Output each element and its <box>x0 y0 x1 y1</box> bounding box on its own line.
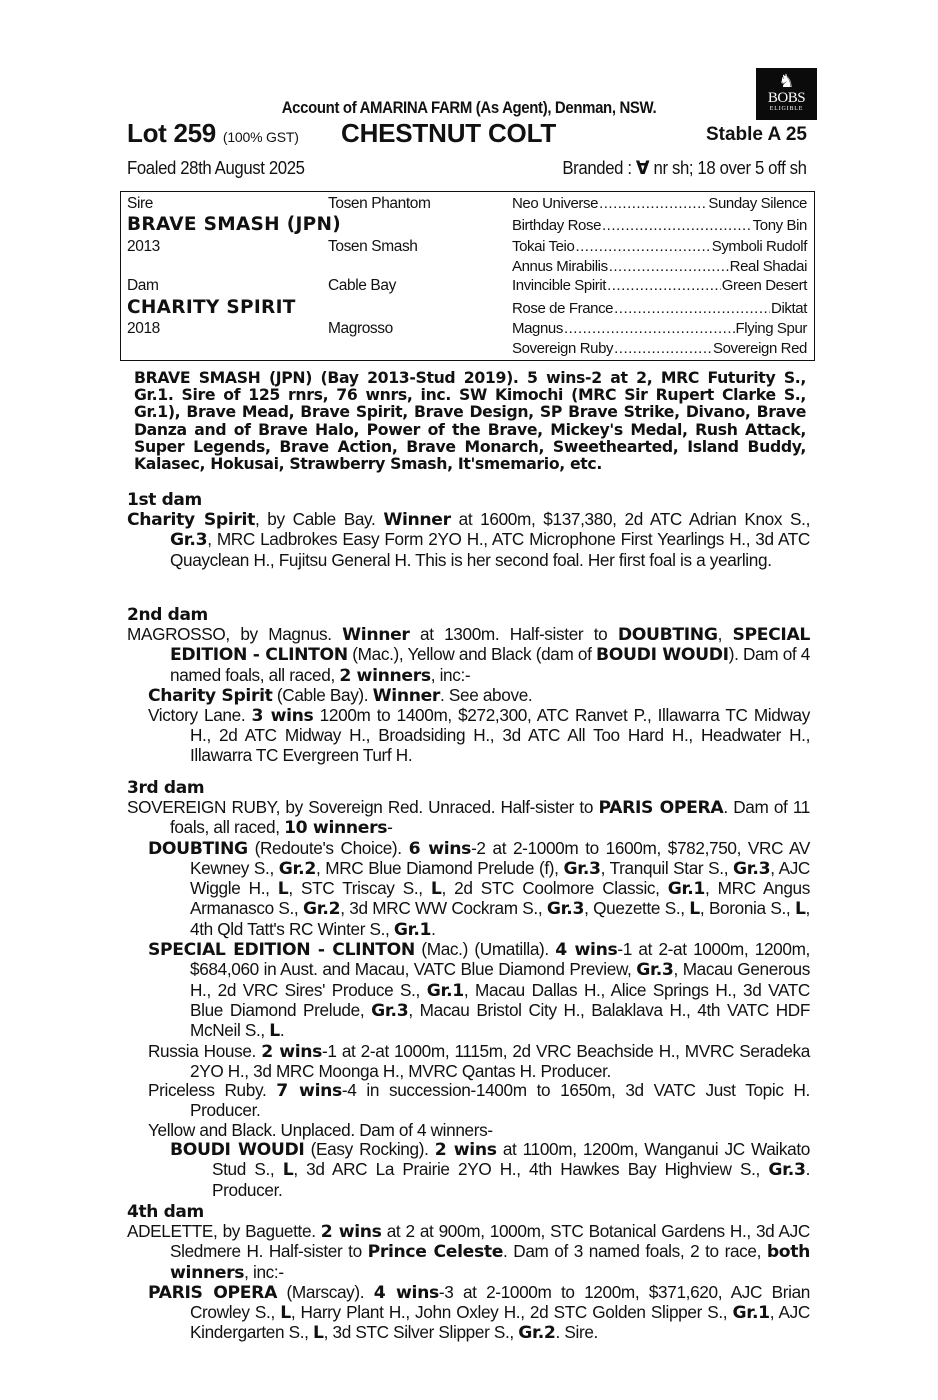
gen3-right: Symboli Rudolf <box>711 238 807 255</box>
gen3-left: Magnus <box>512 320 563 337</box>
logo-subtext: ELIGIBLE <box>769 106 804 112</box>
emphasis-text: 4 wins <box>373 1282 439 1303</box>
gen3-row <box>512 340 807 357</box>
gen3-right: Flying Spur <box>735 320 807 337</box>
dam-paragraph: Charity Spirit, by Cable Bay. Winner at 1600m, $137,380, 2d ATC Adrian Knox S., Gr.3, MRC Ladbrokes Easy Form 2YO H., ATC Microphone First Yearlings H., 3d ATC Quayclean H., Fujitsu General H. This is her second foal. Her first foal is a yearling. <box>127 509 811 570</box>
branded-detail: nr sh; 18 over 5 off sh <box>653 158 807 178</box>
gen3-right: Green Desert <box>721 277 807 294</box>
emphasis-text: Gr.1 <box>667 879 706 900</box>
emphasis-text: L <box>430 879 442 900</box>
emphasis-text: Charity Spirit <box>127 510 255 530</box>
emphasis-text: Gr.1 <box>426 980 464 1001</box>
lot-label: Lot 259 <box>127 118 216 148</box>
dam-paragraph: SOVEREIGN RUBY, by Sovereign Red. Unraced. Half-sister to PARIS OPERA. Dam of 11 foals, all raced, 10 winners- <box>127 797 810 839</box>
dam-year: 2018 <box>127 320 160 337</box>
emphasis-text: L <box>313 1323 324 1344</box>
gen3-row <box>512 300 807 317</box>
progeny-entry: Victory Lane. 3 wins 1200m to 1400m, $272,300, ATC Ranvet P., Illawarra TC Midway H., 2d ATC Midway H., Broadsiding H., 3d ATC All Too Hard H., Headwater H., Illawarra TC Evergreen Turf H. <box>148 705 810 765</box>
emphasis-text: DOUBTING <box>617 625 718 645</box>
section-heading: 1st dam <box>127 490 202 510</box>
gen3-left: Annus Mirabilis <box>512 258 608 275</box>
branded-label: Branded : <box>562 158 633 178</box>
emphasis-text: Gr.2 <box>302 899 341 920</box>
emphasis-text: Gr.3 <box>733 858 771 879</box>
gst-note: (100% GST) <box>222 129 299 145</box>
section-heading: 2nd dam <box>127 605 208 625</box>
gen3-right: Diktat <box>771 300 807 317</box>
sire-year: 2013 <box>127 238 160 255</box>
dam-paragraph: ADELETTE, by Baguette. 2 wins at 2 at 900m, 1000m, STC Botanical Gardens H., 3d AJC Sledmere H. Half-sister to Prince Celeste. Dam of 3 named foals, 2 to race, both winners, inc:- <box>127 1221 810 1283</box>
brand-info <box>563 157 807 180</box>
emphasis-text: L <box>269 1021 280 1042</box>
emphasis-text: BOUDI WOUDI <box>596 645 729 666</box>
section-4th-dam <box>127 1202 810 1344</box>
emphasis-text: 2 wins <box>261 1041 323 1062</box>
sire-summary: BRAVE SMASH (JPN) (Bay 2013-Stud 2019). 5 wins-2 at 2, MRC Futurity S., Gr.1. Sire of 125 rnrs, 76 wnrs, inc. SW Kimochi (MRC Sir Rupert Clarke S., Gr.1), Brave Mead, Brave Spirit, Brave Design, SP Brave Strike, Divano, Brave Danza and of Brave Halo, Power of the Brave, Mickey's Medal, Rush Attack, Super Legends, Brave Action, Brave Monarch, Sweethearted, Island Buddy, Kalasec, Hokusai, Strawberry Smash, It'smemario, etc. <box>134 368 806 474</box>
dam-paragraph: MAGROSSO, by Magnus. Winner at 1300m. Half-sister to DOUBTING, SPECIAL EDITION - CLINTON (Mac.), Yellow and Black (dam of BOUDI WOUDI). Dam of 4 named foals, all raced, 2 winners, inc:- <box>127 624 811 686</box>
emphasis-text: Winner <box>372 685 441 706</box>
section-heading: 4th dam <box>127 1202 204 1222</box>
emphasis-text: L <box>689 899 700 920</box>
gen3-left: Birthday Rose <box>512 217 602 234</box>
gen3-left: Invincible Spirit <box>512 277 607 294</box>
emphasis-text: PARIS OPERA <box>148 1282 278 1303</box>
emphasis-text: 10 winners <box>284 818 388 839</box>
emphasis-text: SPECIAL EDITION - CLINTON <box>148 940 415 961</box>
dam-label: Dam <box>127 277 159 294</box>
horse-description: CHESTNUT COLT <box>341 118 557 148</box>
bobs-eligible-logo <box>756 68 817 120</box>
section-1st-dam <box>127 490 810 570</box>
emphasis-text: 4 wins <box>555 940 618 961</box>
emphasis-text: Gr.2 <box>518 1323 556 1344</box>
pedigree-table <box>120 191 815 361</box>
emphasis-text: L <box>282 1160 294 1181</box>
sire-label: Sire <box>127 195 153 212</box>
emphasis-text: Gr.3 <box>768 1160 806 1181</box>
gen3-left: Neo Universe <box>512 195 599 212</box>
emphasis-text: L <box>277 879 289 900</box>
lot-number <box>127 118 299 149</box>
gen3-row <box>512 195 807 212</box>
dam-sire: Cable Bay <box>328 277 396 294</box>
logo-text: BOBS <box>767 90 806 106</box>
gen3-right: Real Shadai <box>729 258 807 275</box>
emphasis-text: DOUBTING <box>148 838 248 859</box>
emphasis-text: Gr.1 <box>393 919 432 940</box>
sire-dam: Tosen Smash <box>328 238 418 255</box>
emphasis-text: 2 wins <box>320 1222 382 1242</box>
sire-sire: Tosen Phantom <box>328 195 431 212</box>
emphasis-text: Gr.3 <box>170 530 208 551</box>
emphasis-text: SPECIAL EDITION - CLINTON <box>170 625 811 666</box>
emphasis-text: 7 wins <box>276 1081 342 1102</box>
progeny-entry: Russia House. 2 wins-1 at 2-at 1000m, 1115m, 2d VRC Beachside H., MVRC Seradeka 2YO H., 3d MRC Moonga H., MVRC Qantas H. Producer. <box>148 1040 810 1081</box>
emphasis-text: Gr.3 <box>563 858 601 879</box>
emphasis-text: 2 wins <box>434 1140 497 1161</box>
stable-location: Stable A 25 <box>705 124 807 145</box>
emphasis-text: both winners <box>170 1242 810 1283</box>
gen3-row <box>512 277 807 294</box>
emphasis-text: L <box>280 1303 291 1324</box>
emphasis-text: 6 wins <box>408 838 472 859</box>
emphasis-text: 3 wins <box>251 706 314 727</box>
progeny-entry: Charity Spirit (Cable Bay). Winner. See above. <box>148 684 533 706</box>
emphasis-text: Winner <box>383 510 451 530</box>
gen3-row <box>512 238 807 255</box>
emphasis-text: Gr.2 <box>278 858 316 879</box>
emphasis-text: L <box>794 899 806 920</box>
emphasis-text: Charity Spirit <box>148 685 273 706</box>
grand-progeny-entry: BOUDI WOUDI (Easy Rocking). 2 wins at 1100m, 1200m, Wanganui JC Waikato Stud S., L, 3d ARC La Prairie 2YO H., 4th Hawkes Bay Highview S., Gr.3. Producer. <box>170 1139 810 1200</box>
emphasis-text: Gr.3 <box>546 899 585 920</box>
gen3-right: Sunday Silence <box>708 195 807 212</box>
section-3rd-dam <box>127 778 810 1200</box>
consignor-line: Account of AMARINA FARM (As Agent), Denman, NSW. <box>281 98 657 117</box>
progeny-entry: PARIS OPERA (Marscay). 4 wins-3 at 2-1000m to 1200m, $371,620, AJC Brian Crowley S., L, Harry Plant H., John Oxley H., 2d STC Golden Slipper S., Gr.1, AJC Kindergarten S., L, 3d STC Silver Slipper S., Gr.2. Sire. <box>148 1281 810 1344</box>
gen3-left: Rose de France <box>512 300 614 317</box>
progeny-entry: Yellow and Black. Unplaced. Dam of 4 winners- <box>148 1119 493 1140</box>
section-2nd-dam <box>127 605 810 765</box>
lot-title-line <box>127 118 807 152</box>
gen3-left: Tokai Teio <box>512 238 575 255</box>
foaled-date: Foaled 28th August 2025 <box>127 158 305 178</box>
progeny-entry: SPECIAL EDITION - CLINTON (Mac.) (Umatilla). 4 wins-1 at 2-at 1000m, 1200m, $684,060 in Aust. and Macau, VATC Blue Diamond Preview, Gr.3, Macau Generous H., 2d VRC Sires' Produce S., Gr.1, Macau Dallas H., Alice Springs H., 3d VATC Blue Diamond Prelude, Gr.3, Macau Bristol City H., Balaklava H., 4th VATC HDF McNeil S., L. <box>148 939 811 1042</box>
gen3-row <box>512 320 807 337</box>
emphasis-text: Gr.1 <box>732 1303 770 1324</box>
gen3-right: Tony Bin <box>752 217 807 234</box>
gen3-right: Sovereign Red <box>712 340 807 357</box>
emphasis-text: 2 winners <box>339 665 431 686</box>
emphasis-text: Gr.3 <box>636 960 674 981</box>
progeny-entry: DOUBTING (Redoute's Choice). 6 wins-2 at 2-1000m to 1600m, $782,750, VRC AV Kewney S., Gr.2, MRC Blue Diamond Prelude (f), Gr.3, Tranquil Star S., Gr.3, AJC Wiggle H., L, STC Triscay S., L, 2d STC Coolmore Classic, Gr.1, MRC Angus Armanasco S., Gr.2, 3d MRC WW Cockram S., Gr.3, Quezette S., L, Boronia S., L, 4th Qld Tatt's RC Winter S., Gr.1. <box>148 837 810 940</box>
emphasis-text: PARIS OPERA <box>598 798 724 818</box>
emphasis-text: BOUDI WOUDI <box>170 1140 305 1161</box>
gen3-left: Sovereign Ruby <box>512 340 614 357</box>
emphasis-text: Prince Celeste <box>367 1242 504 1263</box>
horse-head-icon: ♞ <box>778 71 795 91</box>
section-heading: 3rd dam <box>127 778 205 798</box>
emphasis-text: Winner <box>342 625 410 645</box>
dam-dam: Magrosso <box>328 320 393 337</box>
progeny-entry: Priceless Ruby. 7 wins-4 in succession-1400m to 1650m, 3d VATC Just Topic H. Producer. <box>148 1080 810 1121</box>
sire-name: BRAVE SMASH (JPN) <box>127 214 342 235</box>
emphasis-text: Gr.3 <box>371 1000 409 1021</box>
dam-name: CHARITY SPIRIT <box>127 297 296 318</box>
gen3-row <box>512 258 807 275</box>
brand-mark-icon: Ɐ <box>636 158 650 179</box>
gen3-row <box>512 217 807 234</box>
